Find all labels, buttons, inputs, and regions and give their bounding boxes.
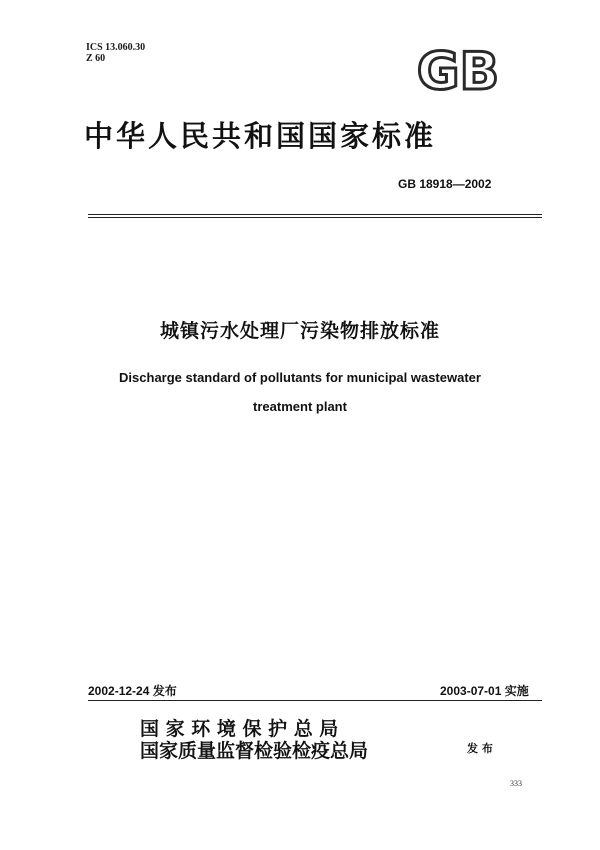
- standard-number: GB 18918—2002: [398, 177, 492, 191]
- issued-label: 发 布: [467, 742, 493, 755]
- gb-logo-text: GB: [416, 46, 500, 96]
- top-divider-lower: [88, 217, 542, 218]
- standard-title-english-line2: treatment plant: [253, 399, 347, 414]
- top-divider-upper: [88, 214, 542, 215]
- issuer-aqsiq: 国家质量监督检验检疫总局: [140, 740, 369, 762]
- issuer-sepa: 国 家 环 境 保 护 总 局: [140, 718, 339, 740]
- national-standard-heading: 中华人民共和国国家标准: [84, 119, 437, 153]
- effective-date: 2003-07-01 实施: [440, 684, 529, 698]
- ics-code: ICS 13.060.30: [86, 42, 146, 53]
- page-number: 333: [510, 779, 522, 788]
- issue-date: 2002-12-24 发布: [88, 684, 177, 698]
- gb-logo: [408, 46, 508, 96]
- classification-codes: [86, 42, 145, 64]
- standard-title-chinese: 城镇污水处理厂污染物排放标准: [159, 320, 440, 342]
- bottom-divider: [88, 700, 542, 701]
- category-code: Z 60: [86, 53, 106, 64]
- standard-title-english-line1: Discharge standard of pollutants for municipal wastewater: [119, 370, 481, 385]
